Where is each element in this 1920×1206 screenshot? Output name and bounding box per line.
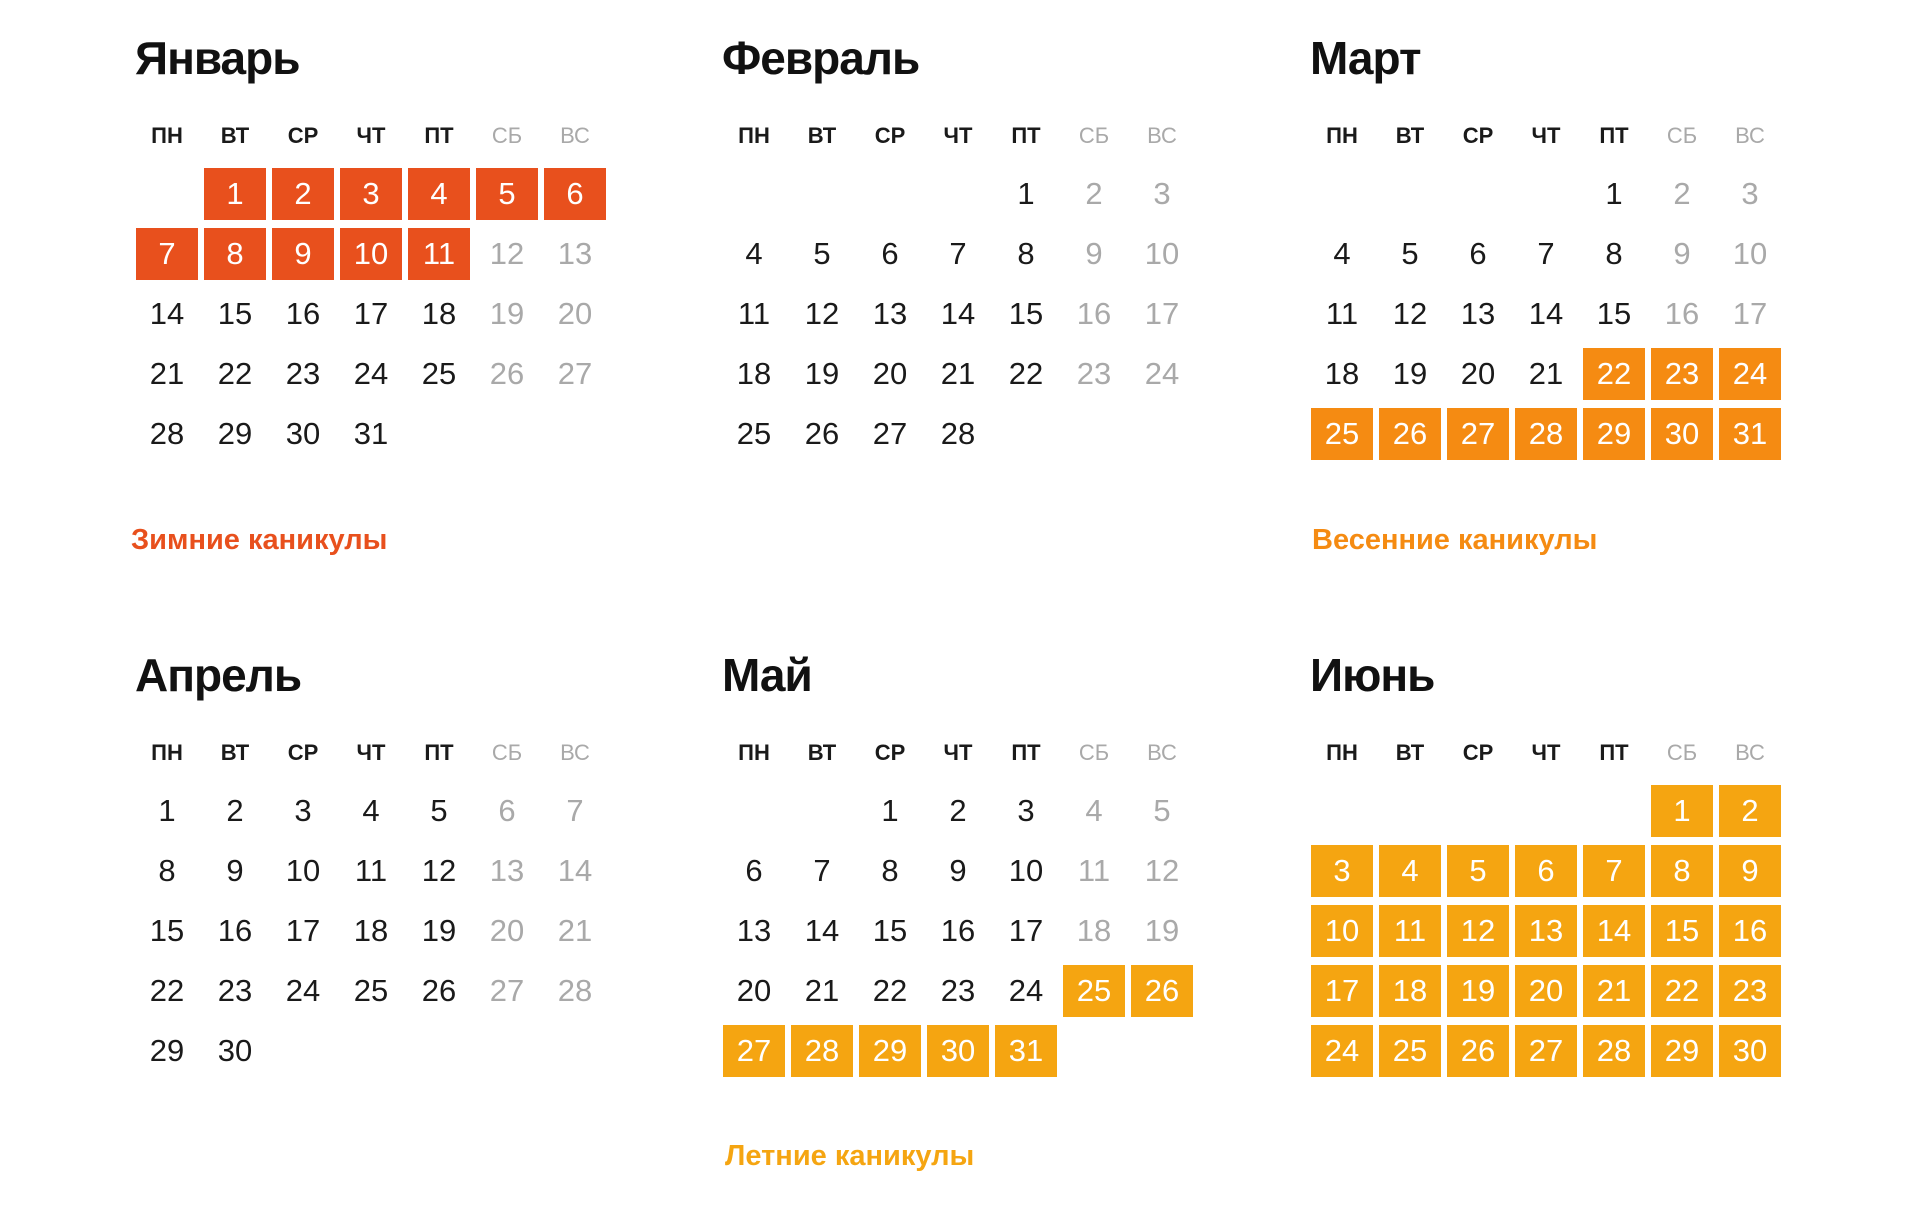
holiday-day-cell: 28 (791, 1025, 853, 1077)
day-cell: 27 (872, 416, 908, 451)
day-cell: 3 (1017, 793, 1035, 828)
month-january (133, 28, 613, 464)
day-cell: 22 (1008, 356, 1044, 391)
weekend-day-cell: 2 (1673, 176, 1691, 211)
day-cell: 8 (158, 853, 176, 888)
day-cell: 16 (940, 913, 976, 948)
day-cell: 20 (736, 973, 772, 1008)
weekend-day-cell: 10 (1732, 236, 1768, 271)
day-cell: 23 (217, 973, 253, 1008)
holiday-day-cell: 16 (1719, 905, 1781, 957)
weekend-day-cell: 17 (1732, 296, 1768, 331)
day-cell: 25 (736, 416, 772, 451)
weekend-day-cell: 12 (1144, 853, 1180, 888)
holiday-day-cell: 3 (1311, 845, 1373, 897)
holiday-day-cell: 30 (927, 1025, 989, 1077)
day-cell: 15 (217, 296, 253, 331)
weekday-header: ВС (1147, 123, 1177, 148)
day-cell: 22 (217, 356, 253, 391)
day-cell: 21 (1528, 356, 1564, 391)
holiday-day-cell: 14 (1583, 905, 1645, 957)
weekday-header: ВТ (220, 740, 250, 765)
weekend-day-cell: 9 (1673, 236, 1691, 271)
day-cell: 20 (872, 356, 908, 391)
weekday-header: СБ (491, 123, 523, 148)
day-cell: 15 (149, 913, 185, 948)
holiday-day-cell: 1 (204, 168, 266, 220)
weekend-day-cell: 20 (557, 296, 593, 331)
day-cell: 15 (872, 913, 908, 948)
day-cell: 24 (1008, 973, 1044, 1008)
holiday-day-cell: 12 (1447, 905, 1509, 957)
weekend-day-cell: 3 (1741, 176, 1759, 211)
weekday-header: ВС (1735, 123, 1765, 148)
weekday-header: ВТ (1395, 740, 1425, 765)
holiday-day-cell: 28 (1515, 408, 1577, 460)
day-cell: 19 (421, 913, 457, 948)
day-cell: 14 (804, 913, 840, 948)
day-cell: 22 (149, 973, 185, 1008)
weekend-day-cell: 13 (489, 853, 525, 888)
weekend-day-cell: 13 (557, 236, 593, 271)
day-cell: 6 (881, 236, 899, 271)
holiday-day-cell: 26 (1447, 1025, 1509, 1077)
weekday-header: ПТ (1599, 123, 1629, 148)
holiday-day-cell: 27 (723, 1025, 785, 1077)
empty-day-cell (791, 168, 853, 220)
holiday-day-cell: 9 (272, 228, 334, 280)
holiday-day-cell: 31 (995, 1025, 1057, 1077)
day-cell: 12 (1392, 296, 1428, 331)
day-cell: 21 (940, 356, 976, 391)
day-cell: 3 (294, 793, 312, 828)
holiday-day-cell: 10 (1311, 905, 1373, 957)
empty-day-cell (791, 785, 853, 837)
holiday-day-cell: 5 (476, 168, 538, 220)
month-february (720, 28, 1200, 464)
weekend-day-cell: 3 (1153, 176, 1171, 211)
weekday-header: СР (874, 123, 906, 148)
holiday-day-cell: 19 (1447, 965, 1509, 1017)
day-cell: 18 (421, 296, 457, 331)
holiday-day-cell: 25 (1311, 408, 1373, 460)
holiday-day-cell: 25 (1063, 965, 1125, 1017)
holiday-day-cell: 5 (1447, 845, 1509, 897)
weekday-header: ЧТ (1531, 123, 1561, 148)
weekday-header: СБ (1078, 740, 1110, 765)
holiday-day-cell: 15 (1651, 905, 1713, 957)
day-cell: 1 (1017, 176, 1035, 211)
holiday-day-cell: 27 (1515, 1025, 1577, 1077)
holiday-day-cell: 1 (1651, 785, 1713, 837)
day-cell: 23 (285, 356, 321, 391)
weekday-header: СБ (1666, 740, 1698, 765)
weekday-header: ЧТ (356, 740, 386, 765)
day-cell: 14 (149, 296, 185, 331)
month-grid (133, 705, 613, 1081)
day-cell: 4 (1333, 236, 1351, 271)
day-cell: 15 (1596, 296, 1632, 331)
weekday-header: ПН (1326, 123, 1358, 148)
weekend-day-cell: 23 (1076, 356, 1112, 391)
holiday-day-cell: 30 (1719, 1025, 1781, 1077)
holiday-day-cell: 24 (1719, 348, 1781, 400)
weekday-header: ВС (1147, 740, 1177, 765)
day-cell: 4 (362, 793, 380, 828)
day-cell: 18 (353, 913, 389, 948)
weekday-header: ЧТ (943, 123, 973, 148)
empty-day-cell (1447, 785, 1509, 837)
weekend-day-cell: 20 (489, 913, 525, 948)
day-cell: 25 (353, 973, 389, 1008)
weekend-day-cell: 27 (489, 973, 525, 1008)
day-cell: 24 (353, 356, 389, 391)
holiday-day-cell: 21 (1583, 965, 1645, 1017)
day-cell: 17 (353, 296, 389, 331)
weekend-day-cell: 5 (1153, 793, 1171, 828)
day-cell: 26 (804, 416, 840, 451)
empty-day-cell (723, 785, 785, 837)
empty-day-cell (1311, 785, 1373, 837)
day-cell: 28 (940, 416, 976, 451)
holiday-day-cell: 26 (1379, 408, 1441, 460)
holiday-day-cell: 31 (1719, 408, 1781, 460)
month-may (720, 645, 1200, 1081)
holiday-day-cell: 8 (1651, 845, 1713, 897)
day-cell: 18 (736, 356, 772, 391)
holiday-day-cell: 4 (1379, 845, 1441, 897)
holiday-day-cell: 30 (1651, 408, 1713, 460)
day-cell: 7 (813, 853, 831, 888)
holiday-day-cell: 29 (1583, 408, 1645, 460)
month-grid (720, 705, 1200, 1081)
weekend-day-cell: 26 (489, 356, 525, 391)
spring-holidays-caption: Весенние каникулы (1312, 524, 1598, 556)
day-cell: 7 (949, 236, 967, 271)
weekend-day-cell: 9 (1085, 236, 1103, 271)
weekend-day-cell: 16 (1076, 296, 1112, 331)
weekday-header: СР (287, 740, 319, 765)
day-cell: 10 (285, 853, 321, 888)
day-cell: 1 (881, 793, 899, 828)
empty-day-cell (136, 168, 198, 220)
holiday-day-cell: 7 (136, 228, 198, 280)
weekday-header: СБ (1666, 123, 1698, 148)
day-cell: 13 (872, 296, 908, 331)
weekend-day-cell: 18 (1076, 913, 1112, 948)
month-title: Май (722, 649, 812, 701)
day-cell: 1 (1605, 176, 1623, 211)
weekend-day-cell: 24 (1144, 356, 1180, 391)
weekday-header: ПН (151, 740, 183, 765)
weekday-header: ПТ (1011, 740, 1041, 765)
holiday-day-cell: 4 (408, 168, 470, 220)
day-cell: 21 (804, 973, 840, 1008)
day-cell: 7 (1537, 236, 1555, 271)
day-cell: 19 (1392, 356, 1428, 391)
holiday-day-cell: 20 (1515, 965, 1577, 1017)
day-cell: 10 (1008, 853, 1044, 888)
day-cell: 14 (940, 296, 976, 331)
day-cell: 28 (149, 416, 185, 451)
day-cell: 15 (1008, 296, 1044, 331)
day-cell: 26 (421, 973, 457, 1008)
day-cell: 11 (354, 853, 388, 888)
month-grid (1308, 705, 1788, 1081)
day-cell: 5 (813, 236, 831, 271)
weekend-day-cell: 12 (489, 236, 525, 271)
day-cell: 17 (285, 913, 321, 948)
empty-day-cell (1515, 785, 1577, 837)
holiday-day-cell: 7 (1583, 845, 1645, 897)
weekend-day-cell: 21 (557, 913, 593, 948)
day-cell: 5 (1401, 236, 1419, 271)
weekend-day-cell: 10 (1144, 236, 1180, 271)
holiday-day-cell: 22 (1651, 965, 1713, 1017)
weekday-header: ПТ (424, 123, 454, 148)
month-title: Март (1310, 32, 1421, 84)
weekday-header: ВТ (807, 740, 837, 765)
day-cell: 29 (217, 416, 253, 451)
month-april (133, 645, 613, 1081)
empty-day-cell (927, 168, 989, 220)
holiday-day-cell: 23 (1719, 965, 1781, 1017)
weekday-header: ПН (738, 740, 770, 765)
day-cell: 4 (745, 236, 763, 271)
weekday-header: ВС (560, 740, 590, 765)
holiday-day-cell: 29 (1651, 1025, 1713, 1077)
month-title: Апрель (135, 649, 302, 701)
weekday-header: ПТ (424, 740, 454, 765)
holiday-day-cell: 9 (1719, 845, 1781, 897)
day-cell: 11 (737, 296, 771, 331)
weekday-header: ПН (738, 123, 770, 148)
weekday-header: ВТ (1395, 123, 1425, 148)
holiday-day-cell: 27 (1447, 408, 1509, 460)
day-cell: 8 (1605, 236, 1623, 271)
month-grid (133, 88, 613, 464)
holiday-day-cell: 3 (340, 168, 402, 220)
day-cell: 13 (1460, 296, 1496, 331)
weekday-header: ВС (560, 123, 590, 148)
weekend-day-cell: 6 (498, 793, 516, 828)
empty-day-cell (1583, 785, 1645, 837)
day-cell: 21 (149, 356, 185, 391)
day-cell: 19 (804, 356, 840, 391)
weekday-header: ПН (151, 123, 183, 148)
weekend-day-cell: 19 (489, 296, 525, 331)
month-grid (1308, 88, 1788, 464)
summer-holidays-caption: Летние каникулы (725, 1140, 975, 1172)
empty-day-cell (1311, 168, 1373, 220)
day-cell: 17 (1008, 913, 1044, 948)
holiday-day-cell: 17 (1311, 965, 1373, 1017)
weekday-header: ЧТ (943, 740, 973, 765)
day-cell: 22 (872, 973, 908, 1008)
day-cell: 18 (1324, 356, 1360, 391)
day-cell: 20 (1460, 356, 1496, 391)
weekend-day-cell: 28 (557, 973, 593, 1008)
day-cell: 1 (158, 793, 176, 828)
weekday-header: ПТ (1599, 740, 1629, 765)
winter-holidays-caption: Зимние каникулы (131, 524, 388, 556)
day-cell: 31 (353, 416, 389, 451)
weekday-header: СР (1462, 740, 1494, 765)
holiday-day-cell: 29 (859, 1025, 921, 1077)
day-cell: 13 (736, 913, 772, 948)
weekday-header: ПН (1326, 740, 1358, 765)
weekend-day-cell: 14 (557, 853, 593, 888)
weekday-header: ВС (1735, 740, 1765, 765)
day-cell: 8 (881, 853, 899, 888)
day-cell: 16 (285, 296, 321, 331)
weekday-header: ВТ (220, 123, 250, 148)
weekend-day-cell: 27 (557, 356, 593, 391)
holiday-day-cell: 13 (1515, 905, 1577, 957)
holiday-day-cell: 8 (204, 228, 266, 280)
day-cell: 29 (149, 1033, 185, 1068)
day-cell: 8 (1017, 236, 1035, 271)
holiday-day-cell: 2 (1719, 785, 1781, 837)
holiday-day-cell: 26 (1131, 965, 1193, 1017)
holiday-day-cell: 6 (544, 168, 606, 220)
day-cell: 12 (804, 296, 840, 331)
weekend-day-cell: 17 (1144, 296, 1180, 331)
day-cell: 30 (285, 416, 321, 451)
holiday-day-cell: 18 (1379, 965, 1441, 1017)
holiday-day-cell: 6 (1515, 845, 1577, 897)
weekday-header: СР (287, 123, 319, 148)
month-june (1308, 645, 1788, 1081)
day-cell: 6 (1469, 236, 1487, 271)
day-cell: 9 (226, 853, 244, 888)
weekday-header: СР (874, 740, 906, 765)
weekend-day-cell: 2 (1085, 176, 1103, 211)
holiday-day-cell: 23 (1651, 348, 1713, 400)
day-cell: 24 (285, 973, 321, 1008)
weekend-day-cell: 19 (1144, 913, 1180, 948)
holiday-day-cell: 10 (340, 228, 402, 280)
day-cell: 14 (1528, 296, 1564, 331)
empty-day-cell (1447, 168, 1509, 220)
day-cell: 30 (217, 1033, 253, 1068)
day-cell: 2 (226, 793, 244, 828)
holiday-day-cell: 11 (408, 228, 470, 280)
empty-day-cell (723, 168, 785, 220)
weekday-header: СР (1462, 123, 1494, 148)
weekday-header: ЧТ (1531, 740, 1561, 765)
empty-day-cell (1379, 785, 1441, 837)
empty-day-cell (859, 168, 921, 220)
day-cell: 25 (421, 356, 457, 391)
day-cell: 23 (940, 973, 976, 1008)
weekday-header: ЧТ (356, 123, 386, 148)
holiday-day-cell: 11 (1379, 905, 1441, 957)
day-cell: 2 (949, 793, 967, 828)
weekday-header: СБ (491, 740, 523, 765)
day-cell: 12 (421, 853, 457, 888)
holiday-day-cell: 25 (1379, 1025, 1441, 1077)
weekend-day-cell: 16 (1664, 296, 1700, 331)
day-cell: 9 (949, 853, 967, 888)
weekend-day-cell: 7 (566, 793, 584, 828)
weekday-header: ВТ (807, 123, 837, 148)
holiday-day-cell: 24 (1311, 1025, 1373, 1077)
holiday-day-cell: 22 (1583, 348, 1645, 400)
empty-day-cell (1515, 168, 1577, 220)
empty-day-cell (1379, 168, 1441, 220)
month-title: Июнь (1310, 649, 1435, 701)
month-march (1308, 28, 1788, 464)
month-title: Февраль (722, 32, 920, 84)
holiday-day-cell: 28 (1583, 1025, 1645, 1077)
month-grid (720, 88, 1200, 464)
day-cell: 5 (430, 793, 448, 828)
weekend-day-cell: 4 (1085, 793, 1103, 828)
month-title: Январь (135, 32, 300, 84)
weekend-day-cell: 11 (1077, 853, 1111, 888)
weekday-header: СБ (1078, 123, 1110, 148)
day-cell: 6 (745, 853, 763, 888)
holiday-day-cell: 2 (272, 168, 334, 220)
day-cell: 16 (217, 913, 253, 948)
weekday-header: ПТ (1011, 123, 1041, 148)
day-cell: 11 (1325, 296, 1359, 331)
